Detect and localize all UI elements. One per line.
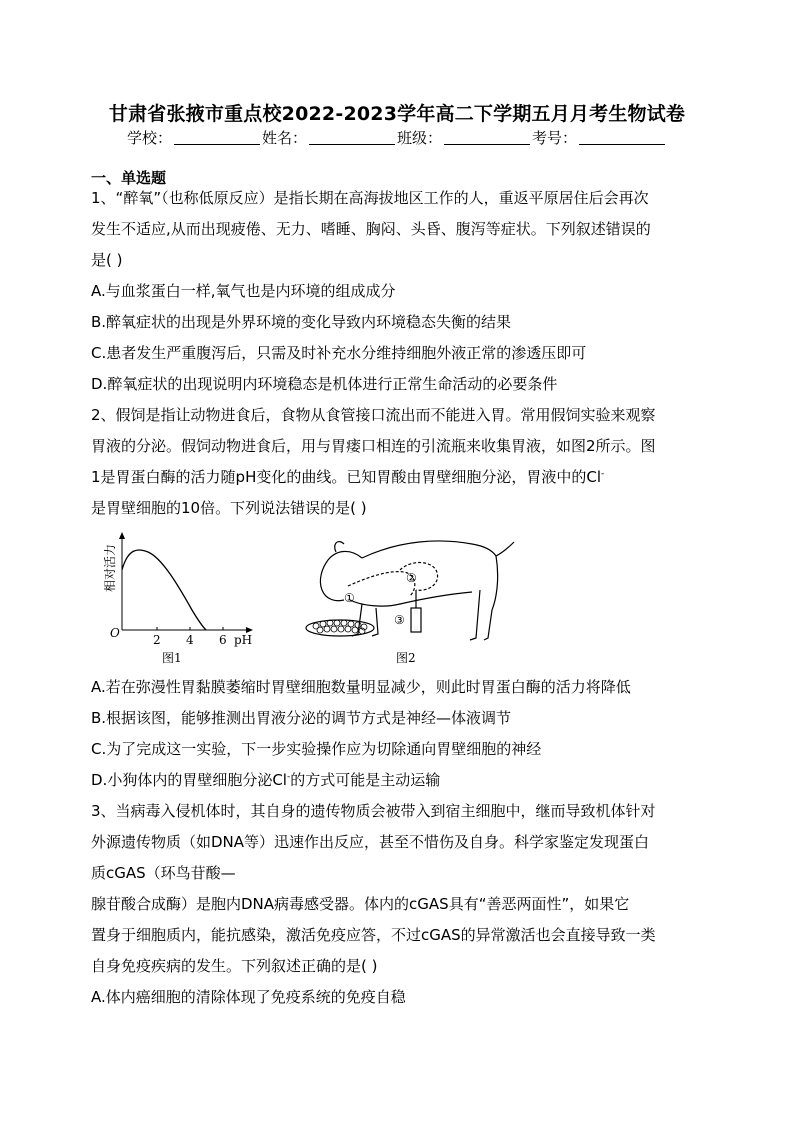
activity-curve [122, 550, 206, 630]
name-blank[interactable] [309, 130, 395, 145]
option-d-superscript: - [286, 772, 291, 782]
exam-number-blank[interactable] [579, 130, 665, 145]
collection-bottle [411, 608, 421, 632]
q2-figure [100, 530, 620, 670]
origin-label: O [110, 626, 120, 640]
q3-line-6: 自身免疫疾病的发生。下列叙述正确的是( ) [91, 957, 378, 975]
q2-option-d [91, 770, 440, 790]
q1-option-b: B.醉氧症状的出现是外界环境的变化导致内环境稳态失衡的结果 [91, 313, 512, 331]
student-info-line [0, 127, 794, 148]
school-blank[interactable] [174, 130, 260, 145]
q3-line-2: 外源遗传物质（如DNA等）迅速作出反应，甚至不惜伤及自身。科学家鉴定发现蛋白 [91, 833, 650, 851]
dog-back [362, 541, 496, 558]
marker-1: ① [344, 591, 355, 605]
q1-line-3: 是( ) [91, 251, 123, 269]
q1-option-c: C.患者发生严重腹泻后，只需及时补充水分维持细胞外液正常的渗透压即可 [91, 344, 587, 362]
x-axis-label: pH [234, 633, 253, 647]
q3-option-a: A.体内癌细胞的清除体现了免疫系统的免疫自稳 [91, 988, 406, 1006]
q1-option-d: D.醉氧症状的出现说明内环境稳态是机体进行正常生命活动的必要条件 [91, 375, 558, 393]
q2-option-b: B.根据该图，能够推测出胃液分泌的调节方式是神经—体液调节 [91, 709, 512, 727]
exam-number-label: 考号： [532, 129, 578, 147]
q1-line-2: 发生不适应,从而出现疲倦、无力、嗜睡、胸闷、头昏、腹泻等症状。下列叙述错误的 [91, 220, 651, 238]
figure-2-caption: 图2 [396, 651, 416, 665]
dog-tail [496, 542, 514, 556]
dog-head [320, 551, 362, 600]
tick-label-4: 4 [186, 633, 194, 647]
q2-line-4: 是胃壁细胞的10倍。下列说法错误的是( ) [91, 499, 367, 517]
figure-1-caption: 图1 [162, 651, 182, 665]
dog-ear [335, 542, 344, 552]
dog-front-leg-2 [372, 608, 378, 636]
q2-line-3 [91, 467, 604, 487]
class-blank[interactable] [444, 130, 530, 145]
dog-hind-leg-1 [484, 556, 498, 640]
q3-line-1: 3、当病毒入侵机体时，其自身的遗传物质会被带入到宿主细胞中，继而导致机体针对 [91, 802, 656, 820]
figure-2-dog-illustration [306, 541, 514, 640]
q1-option-a: A.与血浆蛋白一样,氧气也是内环境的组成成分 [91, 282, 396, 300]
q2-option-d-end: 的方式可能是主动运输 [290, 771, 441, 789]
dog-hind-leg-2 [470, 590, 480, 640]
q3-line-4: 腺苷酸合成酶）是胞内DNA病毒感受器。体内的cGAS具有“善恶两面性”，如果它 [91, 895, 630, 913]
dog-front-leg-1 [352, 604, 362, 636]
figure-1-graph [102, 532, 253, 665]
marker-3: ③ [394, 613, 405, 627]
marker-2: ② [406, 571, 417, 585]
name-label: 姓名： [261, 129, 307, 147]
q3-line-5: 置身于细胞质内，能抗感染，激活免疫应答，不过cGAS的异常激活也会直接导致一类 [91, 926, 656, 944]
y-axis-arrow [119, 532, 125, 539]
q2-line-2: 胃液的分泌。假饲动物进食后，用与胃瘘口相连的引流瓶来收集胃液，如图2所示。图 [91, 437, 656, 455]
q3-line-3: 质cGAS（环鸟苷酸— [91, 864, 236, 882]
q2-line-3-text: 1是胃蛋白酶的活力随pH变化的曲线。已知胃酸由胃壁细胞分泌，胃液中的Cl [91, 468, 601, 486]
page-title: 甘肃省张掖市重点校2022-2023学年高二下学期五月月考生物试卷 [108, 103, 686, 125]
figure-svg [100, 530, 620, 670]
section-heading: 一、单选题 [91, 169, 167, 187]
q1-line-1: 1、“醉氧”（也称低原反应）是指长期在高海拔地区工作的人，重返平原居住后会再次 [91, 189, 649, 207]
q2-line-1: 2、假饲是指让动物进食后，食物从食管接口流出而不能进入胃。常用假饲实验来观察 [91, 406, 656, 424]
school-label: 学校： [126, 129, 172, 147]
tick-label-2: 2 [153, 633, 161, 647]
q2-option-d-start: D.小狗体内的胃壁细胞分泌Cl [91, 771, 287, 789]
q2-option-a: A.若在弥漫性胃黏膜萎缩时胃壁细胞数量明显减少，则此时胃蛋白酶的活力将降低 [91, 678, 631, 696]
chloride-superscript: - [601, 469, 605, 479]
esophagus-tube [348, 572, 415, 596]
q2-option-c: C.为了完成这一实验，下一步实验操作应为切除通向胃壁细胞的神经 [91, 740, 542, 758]
class-label: 班级： [397, 129, 443, 147]
y-axis-label: 相对活力 [103, 543, 117, 592]
tick-label-6: 6 [219, 633, 227, 647]
